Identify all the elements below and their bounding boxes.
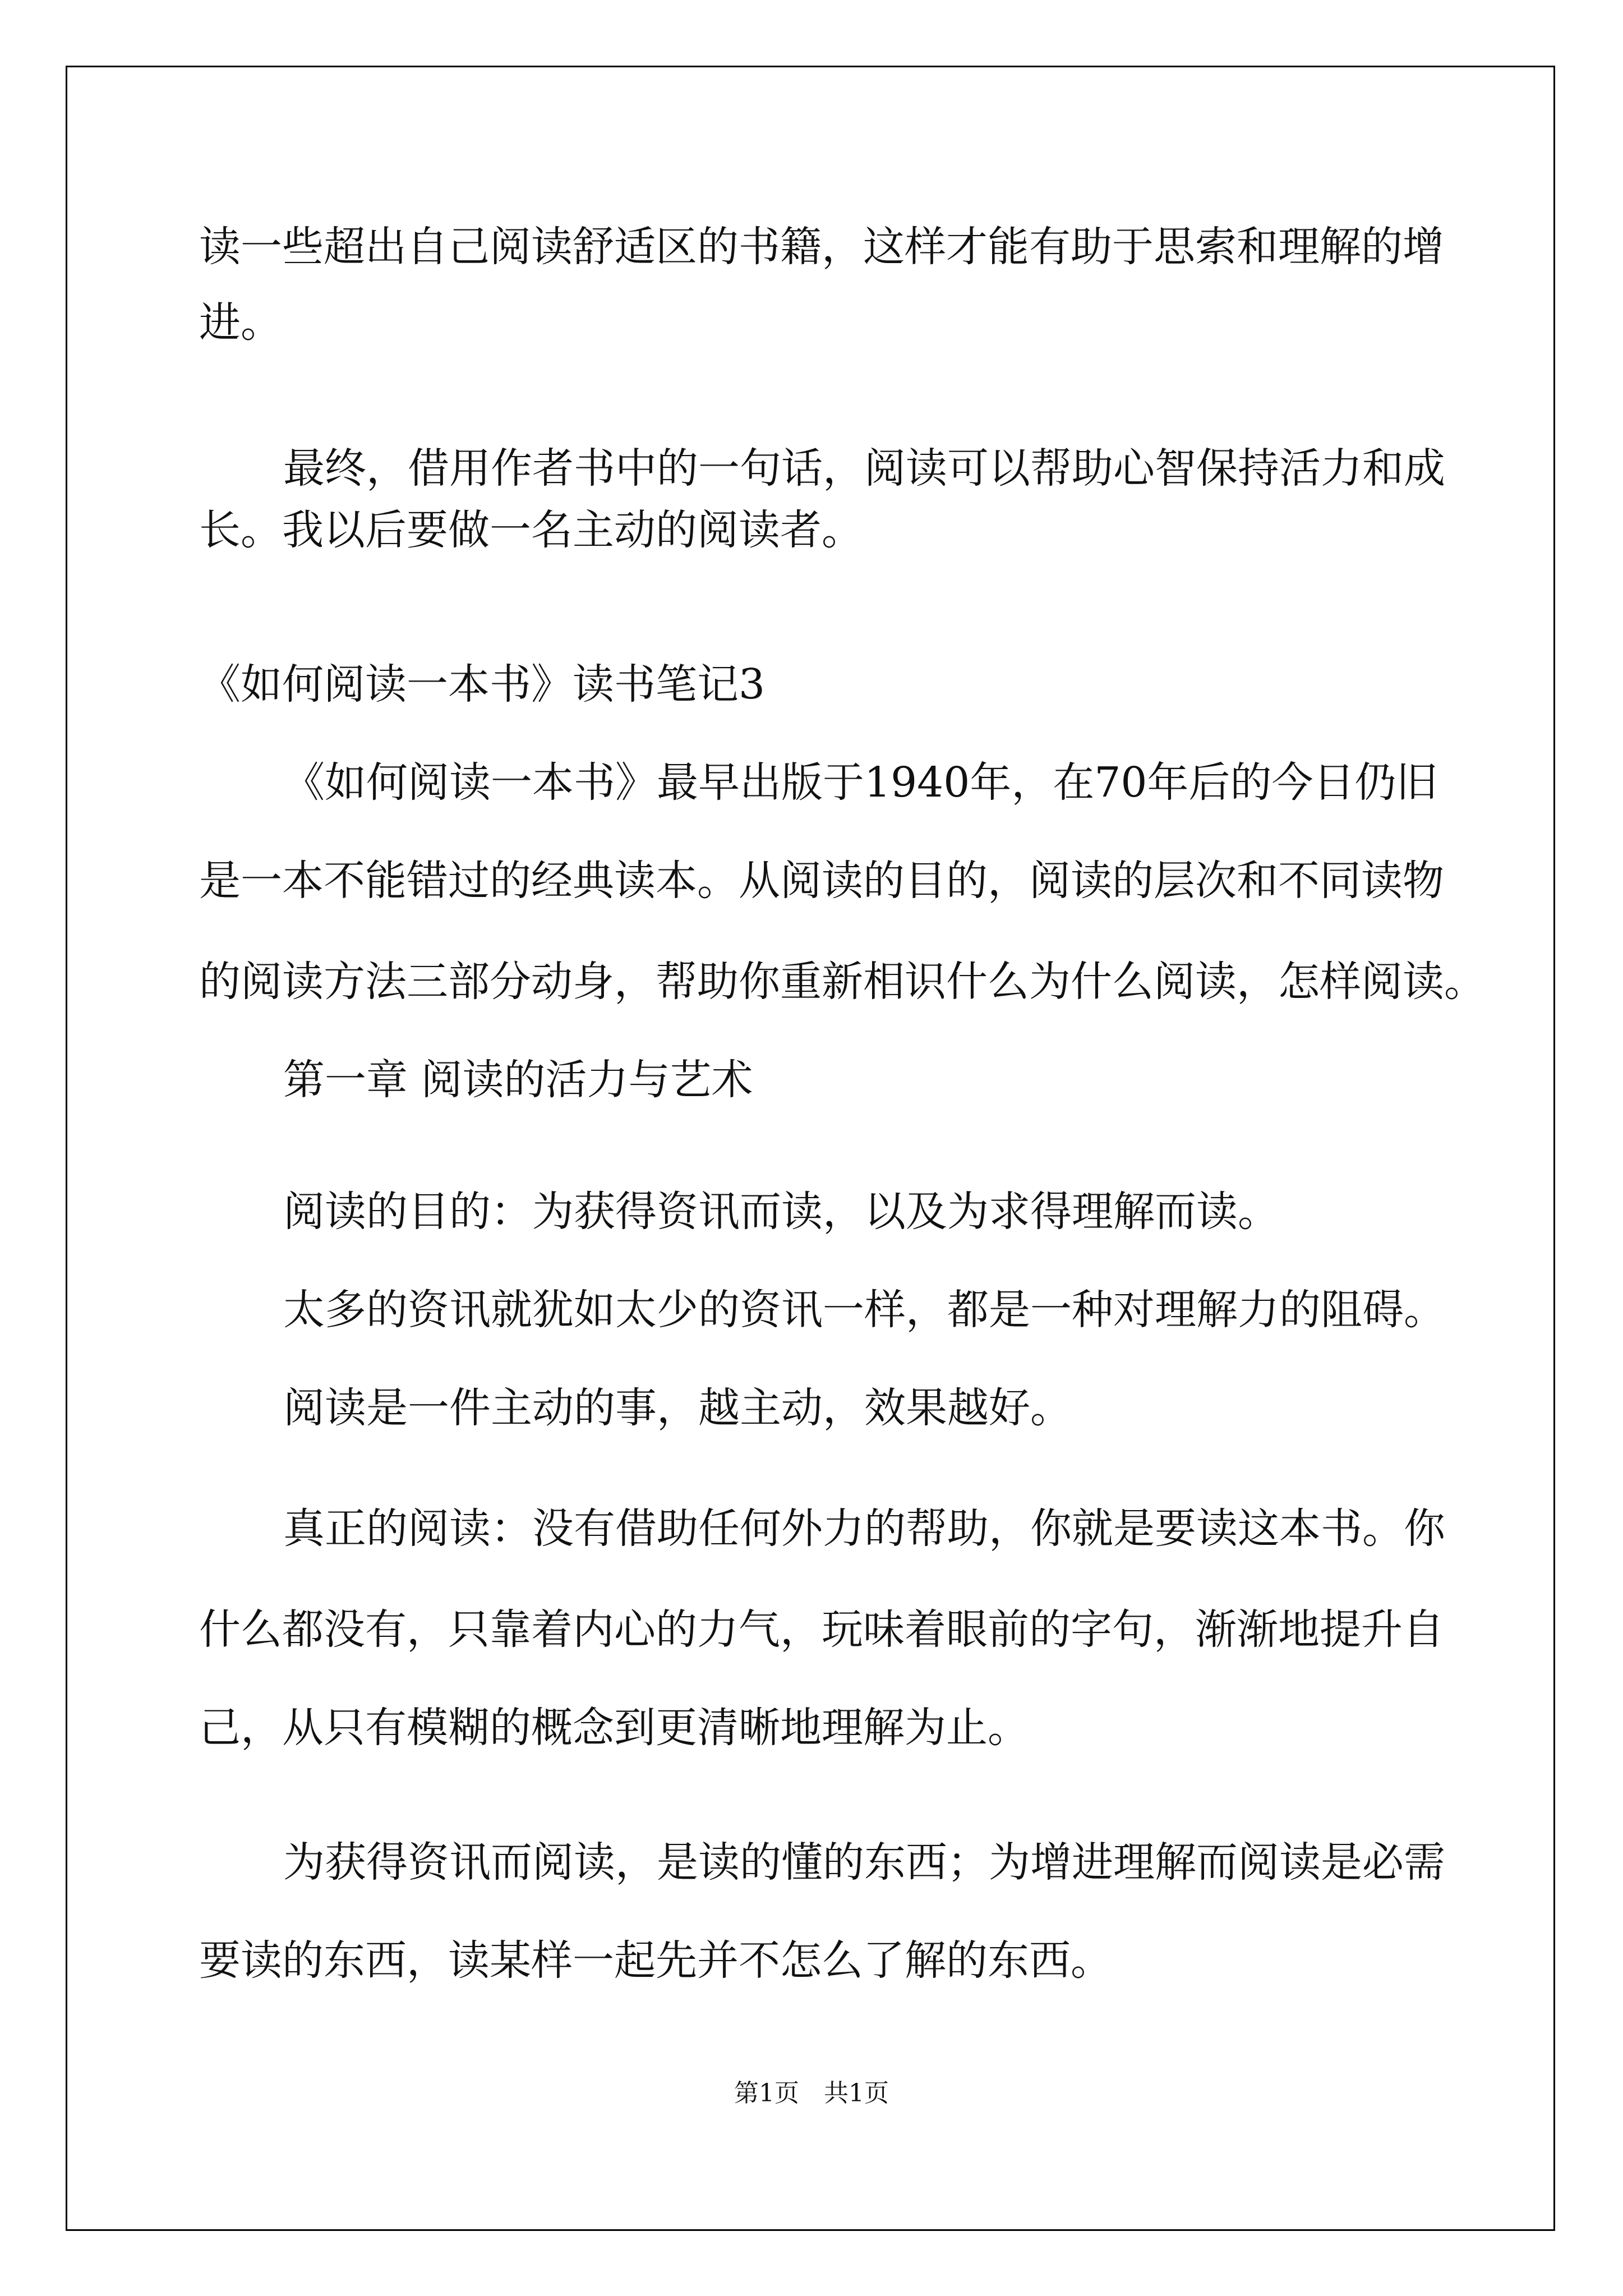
body-text-line: 太多的资讯就犹如太少的资讯一样，都是一种对理解力的阻碍。	[283, 1286, 1445, 1334]
body-text-line: 是一本不能错过的经典读本。从阅读的目的，阅读的层次和不同读物	[199, 857, 1444, 905]
page-border	[66, 66, 1555, 2231]
body-text-line: 真正的阅读：没有借助任何外力的帮助，你就是要读这本书。你	[283, 1504, 1445, 1553]
body-text-line: 要读的东西，读某样一起先并不怎么了解的东西。	[199, 1936, 1112, 1985]
body-text-line: 什么都没有，只靠着内心的力气，玩味着眼前的字句，渐渐地提升自	[199, 1605, 1444, 1654]
chapter-heading: 第一章 阅读的活力与艺术	[283, 1056, 753, 1104]
body-text-line: 进。	[199, 298, 282, 347]
body-text-line: 己，从只有模糊的概念到更清晰地理解为止。	[199, 1704, 1029, 1752]
page-number-footer: 第1页 共1页	[734, 2079, 889, 2108]
body-text-line: 的阅读方法三部分动身，帮助你重新相识什么为什么阅读，怎样阅读。	[199, 958, 1486, 1006]
body-text-line: 读一些超出自己阅读舒适区的书籍，这样才能有助于思索和理解的增	[199, 223, 1444, 271]
body-text-line: 为获得资讯而阅读，是读的懂的东西；为增进理解而阅读是必需	[283, 1838, 1445, 1887]
body-text-line: 长。我以后要做一名主动的阅读者。	[199, 506, 863, 554]
body-text-line: 最终，借用作者书中的一句话，阅读可以帮助心智保持活力和成	[283, 444, 1445, 493]
body-text-line: 阅读的目的：为获得资讯而读，以及为求得理解而读。	[283, 1188, 1279, 1236]
body-text-line: 阅读是一件主动的事，越主动，效果越好。	[283, 1384, 1072, 1432]
body-text-line: 《如何阅读一本书》最早出版于1940年，在70年后的今日仍旧	[283, 758, 1438, 807]
section-heading: 《如何阅读一本书》读书笔记3	[199, 660, 766, 708]
